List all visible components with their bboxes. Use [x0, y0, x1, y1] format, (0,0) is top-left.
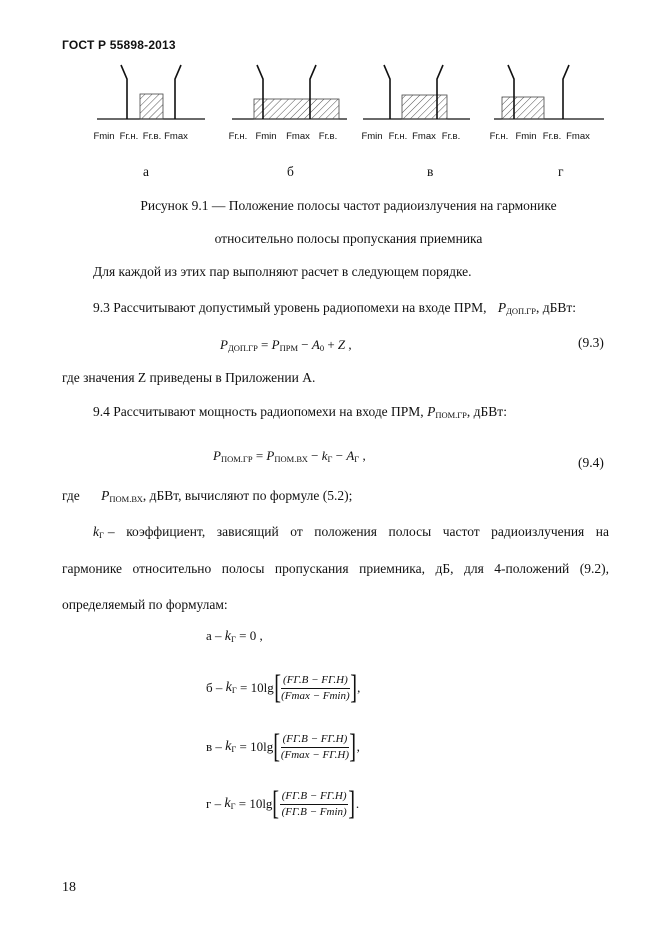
figure-9-1-diagram	[0, 55, 661, 180]
panel-3-freq-label: Fmin	[361, 131, 383, 142]
panel-letter-v: в	[427, 164, 434, 179]
paragraph-where-z: где значения Z приведены в Приложении А.	[62, 370, 316, 385]
panel-3-hatched-band	[402, 95, 447, 119]
f94-lhs: PПОМ.ГР	[213, 448, 253, 464]
p5-suffix: , дБВт, вычисляют по формуле (5.2);	[142, 488, 353, 503]
page-number: 18	[62, 880, 76, 895]
panel-3-freq-label: Fmax	[412, 131, 436, 142]
panel-3-left-filter-wall	[384, 65, 390, 119]
panel-2-hatched-band	[254, 99, 339, 119]
paragraph-9-4	[93, 404, 507, 420]
panel-letter-b: б	[287, 164, 294, 179]
formula-a: а – kГ = 0 ,	[206, 628, 263, 644]
panel-2-freq-label: Fг.н.	[228, 131, 248, 142]
formula-9-4-number: (9.4)	[578, 455, 604, 470]
formula-v: в – kГ = 10lg[ $\frac{(FГ.В - FГ.Н)}{(Fmax - FГ.Н)}$ ],	[206, 728, 360, 765]
paragraph-9-3	[93, 300, 576, 316]
fraction-v: $\frac{(FГ.В - FГ.Н)}{(Fmax - FГ.Н)}$	[280, 732, 349, 761]
panel-1-freq-label: Fг.в.	[142, 131, 162, 142]
panel-2-freq-label: Fmin	[255, 131, 277, 142]
where-word: где	[62, 488, 80, 503]
figure-panel-letters	[0, 164, 661, 180]
panel-1-left-filter-wall	[121, 65, 127, 119]
panel-4-freq-label: Fг.в.	[542, 131, 562, 142]
panel-4-freq-label: Fг.н.	[489, 131, 509, 142]
figure-caption-line2: относительно полосы пропускания приемника	[214, 231, 483, 246]
formula-9-3: PДОП.ГР = PПРМ − A0 + Z ,	[220, 337, 352, 353]
formula-9-3-number: (9.3)	[578, 335, 604, 350]
p93-suffix: , дБВт:	[535, 300, 576, 315]
formula-g: г – kГ = 10lg[ $\frac{(FГ.В - FГ.Н)}{(FГ.В - Fmin)}$ ].	[206, 785, 360, 822]
panel-1-freq-label: Fг.н.	[119, 131, 139, 142]
panel-1-hatched-band	[140, 94, 163, 119]
panel-1-freq-label: Fmin	[93, 131, 115, 142]
var-p-pomvx: PПОМ.ВХ	[101, 488, 143, 504]
panel-4-freq-label: Fmax	[566, 131, 590, 142]
panel-4-hatched-band	[502, 97, 544, 119]
panel-4-right-filter-wall	[563, 65, 569, 119]
f93-lhs: PДОП.ГР	[220, 337, 258, 353]
fraction-b: $\frac{(FГ.В - FГ.Н)}{(Fmax - Fmin)}$	[281, 673, 350, 702]
p94-suffix: , дБВт:	[466, 404, 507, 419]
document-header: ГОСТ Р 55898-2013	[62, 38, 176, 52]
var-p-pomgr: PПОМ.ГР	[427, 404, 467, 420]
paragraph-kg-line3: определяемый по формулам:	[62, 597, 228, 612]
p94-text: 9.4 Рассчитывают мощность радиопомехи на входе ПРМ,	[93, 404, 424, 419]
figure-caption-line1: Рисунок 9.1 — Положение полосы частот радиоизлучения на гармонике	[140, 198, 557, 213]
kg-def-line1: – коэффициент, зависящий от положения полосы частот радиоизлучения на	[107, 524, 609, 539]
var-p-dopgr: PДОП.ГР	[497, 300, 536, 316]
panel-2-freq-label: Fmax	[286, 131, 310, 142]
formula-9-4: PПОМ.ГР = PПОМ.ВХ − kГ − AГ ,	[213, 448, 366, 464]
p93-text: 9.3 Рассчитывают допустимый уровень радиопомехи на входе ПРМ,	[93, 300, 487, 315]
panel-1-freq-label: Fmax	[164, 131, 188, 142]
panel-letter-a: а	[143, 164, 149, 179]
paragraph-kg-line1	[93, 524, 609, 540]
panel-3-freq-label: Fг.в.	[441, 131, 461, 142]
panel-4-freq-label: Fmin	[515, 131, 537, 142]
paragraph-where-pompvx	[62, 488, 352, 504]
panel-letter-g: г	[558, 164, 564, 179]
panel-3-freq-label: Fг.н.	[388, 131, 408, 142]
fraction-g: $\frac{(FГ.В - FГ.Н)}{(FГ.В - Fmin)}$	[281, 789, 347, 818]
panel-2-freq-label: Fг.в.	[318, 131, 338, 142]
formula-b: б – kГ = 10lg[ $\frac{(FГ.В - FГ.Н)}{(Fmax - Fmin)}$ ],	[206, 669, 361, 706]
paragraph-order: Для каждой из этих пар выполняют расчет в следующем порядке.	[93, 264, 472, 279]
var-kg: kГ	[93, 524, 104, 540]
paragraph-kg-line2: гармонике относительно полосы пропускания приемника, дБ, для 4-положений (9.2),	[62, 561, 609, 576]
panel-1-right-filter-wall	[175, 65, 181, 119]
